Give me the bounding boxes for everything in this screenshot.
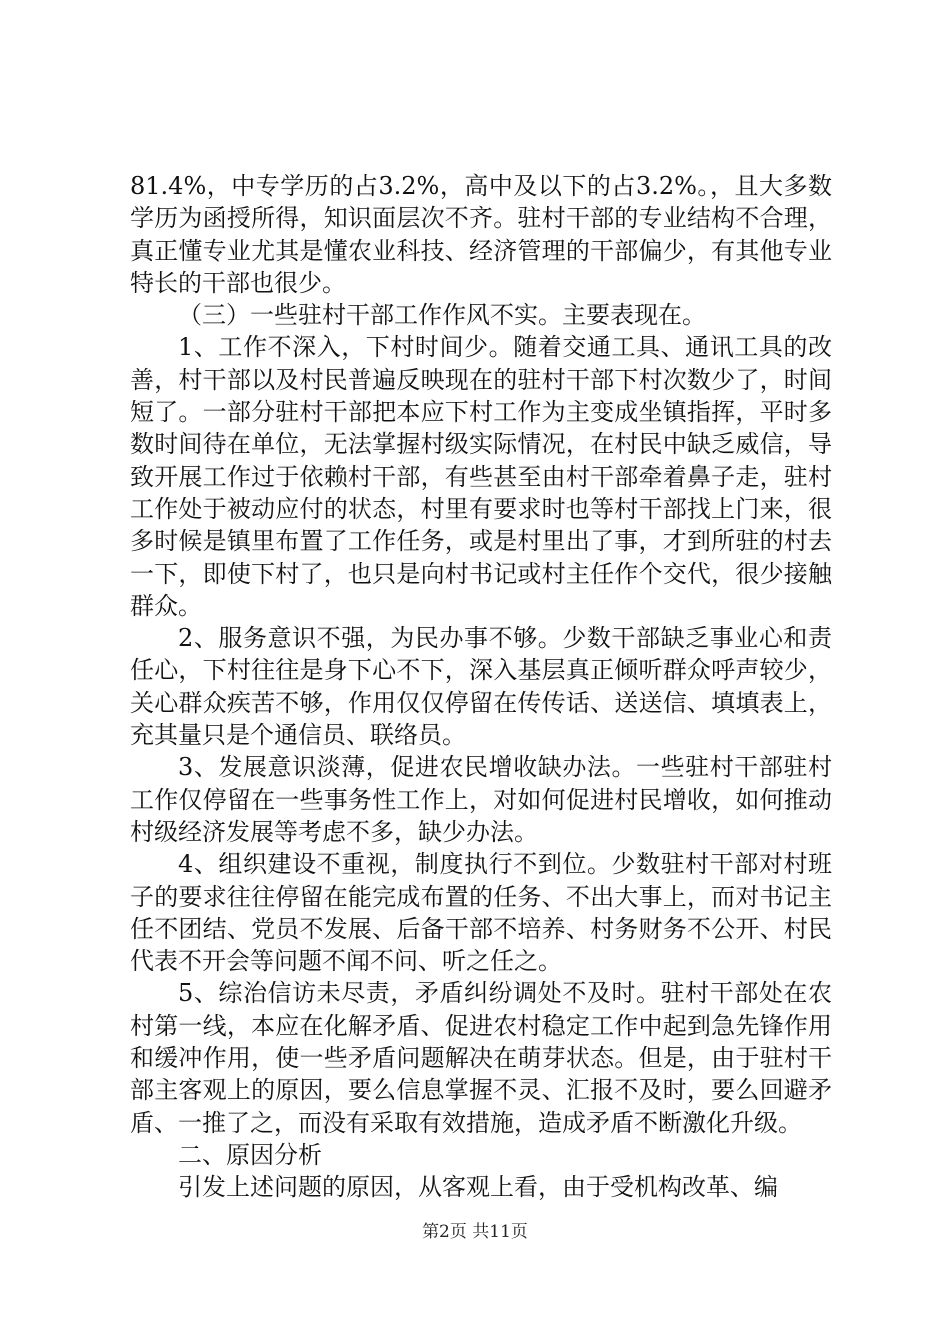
paragraph-9: 引发上述问题的原因，从客观上看，由于受机构改革、编 bbox=[178, 1173, 778, 1202]
document-body bbox=[130, 170, 832, 1204]
paragraph-6: 4、组织建设不重视，制度执行不到位。少数驻村干部对村班子的要求往往停留在能完成布置的任务、不出大事上，而对书记主任不团结、党员不发展、后备干部不培养、村务财务不公开、村民代表不开会等问题不闻不问、听之任之。 bbox=[130, 850, 832, 976]
page-number-footer: 第2页 共11页 bbox=[422, 1222, 528, 1242]
paragraph-2: （三）一些驻村干部工作作风不实。主要表现在。 bbox=[178, 301, 706, 330]
section-heading: 二、原因分析 bbox=[178, 1140, 322, 1169]
paragraph-4: 2、服务意识不强，为民办事不够。少数干部缺乏事业心和责任心，下村往往是身下心不下，深入基层真正倾听群众呼声较少，关心群众疾苦不够，作用仅仅停留在传传话、送送信、填填表上，充其量只是个通信员、联络员。 bbox=[130, 624, 832, 750]
paragraph-7: 5、综治信访未尽责，矛盾纠纷调处不及时。驻村干部处在农村第一线，本应在化解矛盾、促进农村稳定工作中起到急先锋作用和缓冲作用，使一些矛盾问题解决在萌芽状态。但是，由于驻村干部主客观上的原因，要么信息掌握不灵、汇报不及时，要么回避矛盾、一推了之，而没有采取有效措施，造成矛盾不断激化升级。 bbox=[130, 979, 832, 1137]
paragraph-1: 81.4%，中专学历的占3.2%，高中及以下的占3.2%。，且大多数学历为函授所得，知识面层次不齐。驻村干部的专业结构不合理，真正懂专业尤其是懂农业科技、经济管理的干部偏少，有其他专业特长的干部也很少。 bbox=[130, 172, 832, 297]
paragraph-5: 3、发展意识淡薄，促进农民增收缺办法。一些驻村干部驻村工作仅停留在一些事务性工作上，对如何促进村民增收，如何推动村级经济发展等考虑不多，缺少办法。 bbox=[130, 753, 832, 846]
paragraph-3: 1、工作不深入，下村时间少。随着交通工具、通讯工具的改善，村干部以及村民普遍反映现在的驻村干部下村次数少了，时间短了。一部分驻村干部把本应下村工作为主变成坐镇指挥，平时多数时间待在单位，无法掌握村级实际情况，在村民中缺乏威信，导致开展工作过于依赖村干部，有些甚至由村干部牵着鼻子走，驻村工作处于被动应付的状态，村里有要求时也等村干部找上门来，很多时候是镇里布置了工作任务，或是村里出了事，才到所驻的村去一下，即使下村了，也只是向村书记或村主任作个交代，很少接触群众。 bbox=[130, 333, 832, 620]
